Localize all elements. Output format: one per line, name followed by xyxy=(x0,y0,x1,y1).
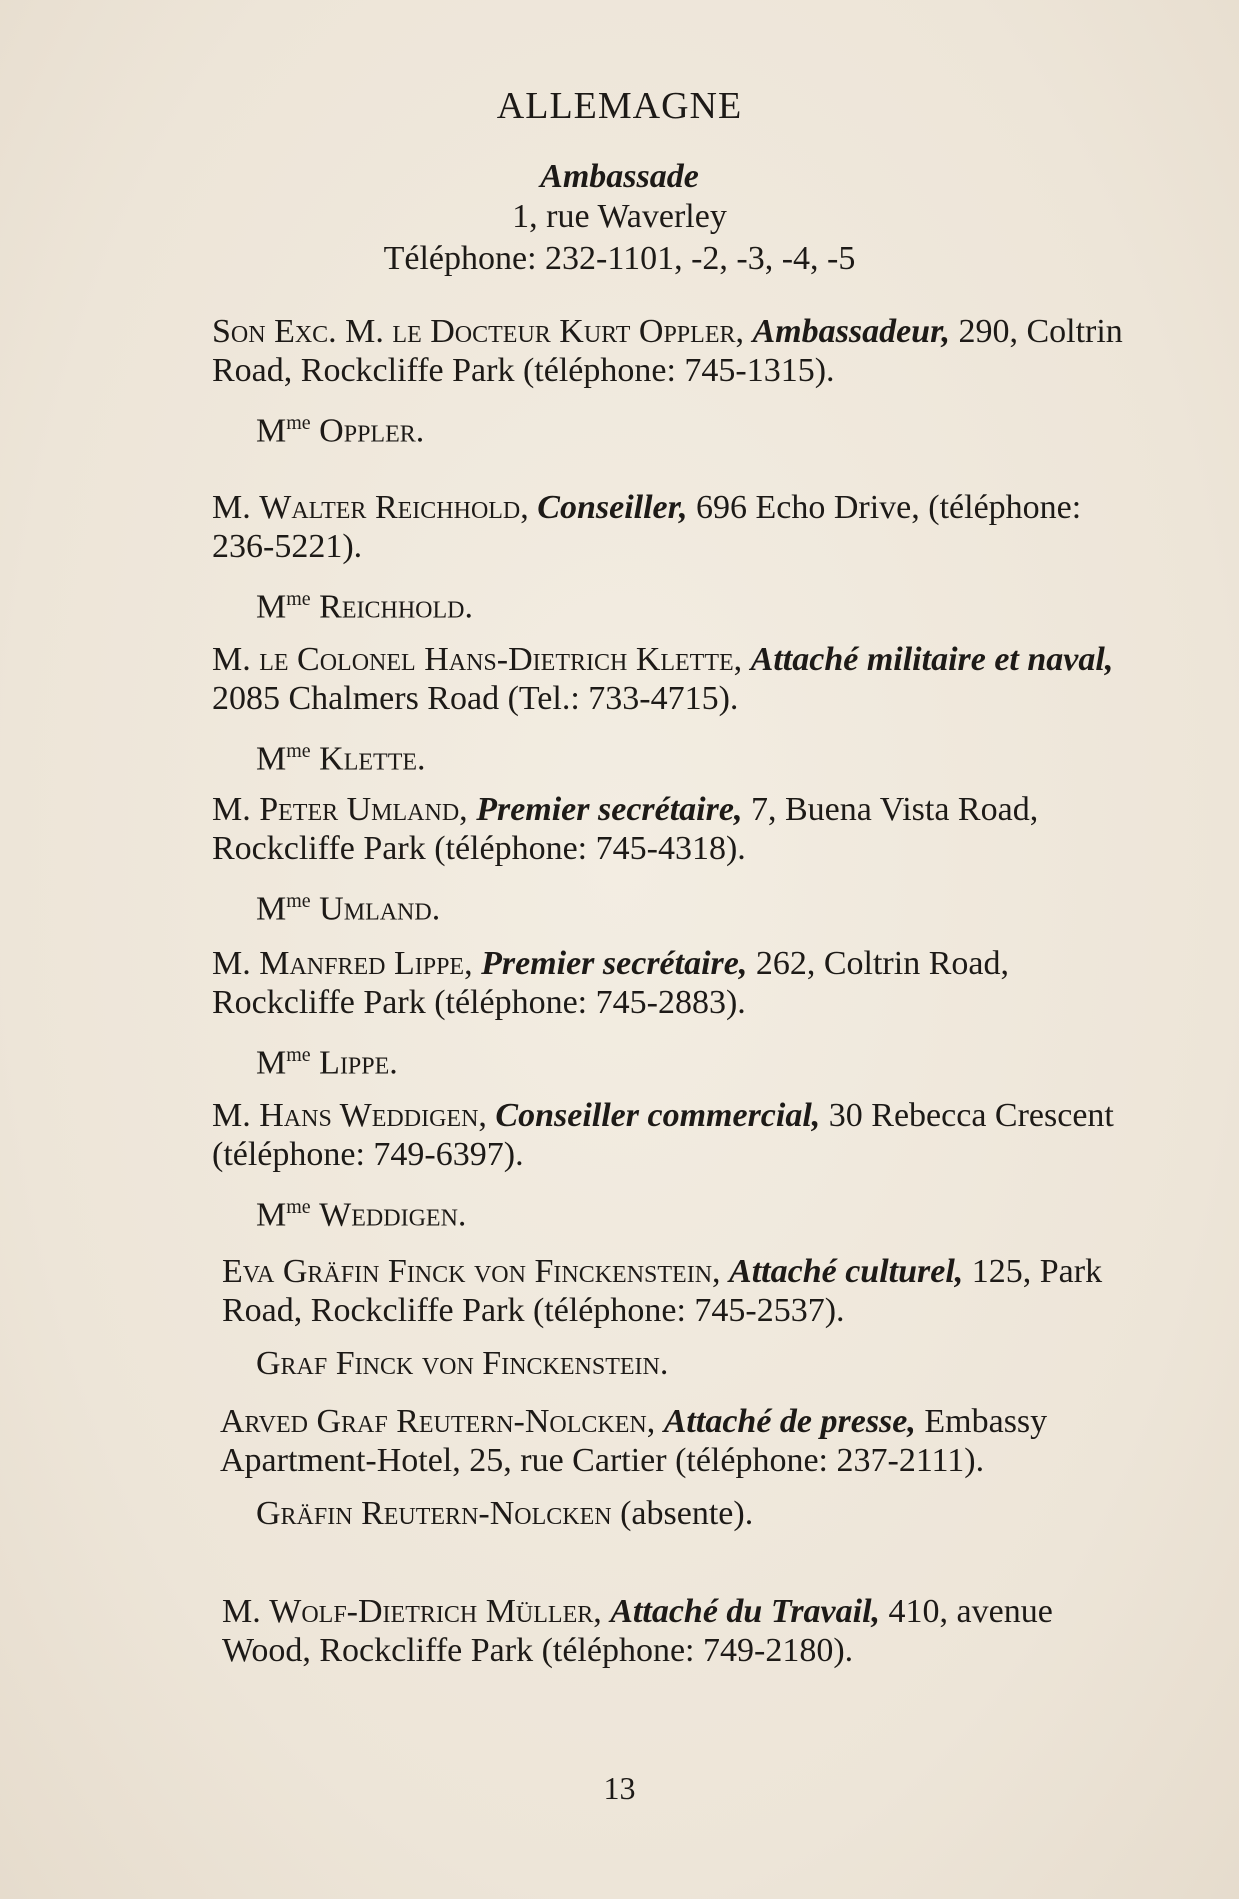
entry-details: 125, Park Road, Rockcliffe Park (téléphone: 745-2537). xyxy=(222,1253,1103,1329)
entry-name: Eva Gräfin Finck von Finckenstein, xyxy=(222,1253,721,1290)
entry-details: 2085 Chalmers Road (Tel.: 733-4715). xyxy=(212,680,739,717)
country-heading: ALLEMAGNE xyxy=(496,85,743,127)
entry-counsellor xyxy=(212,488,1132,626)
entry-spouse: $M^{me}$ Weddigen. xyxy=(256,1196,467,1234)
page-number: 13 xyxy=(603,1770,636,1806)
entry-name: Hans Weddigen, xyxy=(259,1097,487,1134)
entry-spouse: $M^{me}$ Umland. xyxy=(256,890,441,928)
entry-prefix: M. xyxy=(212,489,251,526)
entry-details: 410, avenue Wood, Rockcliffe Park (téléphone: 749-2180). xyxy=(222,1593,1053,1669)
entry-name: Wolf-Dietrich Müller, xyxy=(269,1593,602,1630)
entry-spouse: Gräfin Reutern-Nolcken (absente). xyxy=(256,1495,754,1532)
entry-press-attache xyxy=(220,1402,1140,1533)
entry-cultural-attache xyxy=(222,1252,1142,1383)
entry-title: Premier secrétaire, xyxy=(481,945,748,982)
entry-prefix: M. xyxy=(222,1593,261,1630)
mission-type: Ambassade xyxy=(540,158,699,195)
entry-prefix: M. xyxy=(212,791,251,828)
entry-details: 7, Buena Vista Road, Rockcliffe Park (téléphone: 745-4318). xyxy=(212,791,1039,867)
entry-name: Peter Umland, xyxy=(259,791,468,828)
entry-title: Attaché militaire et naval, xyxy=(750,641,1114,678)
entry-prefix: Son Exc. M. le Docteur xyxy=(212,313,551,350)
entry-name: Arved Graf Reutern-Nolcken, xyxy=(220,1403,656,1440)
entry-title: Conseiller, xyxy=(537,489,688,526)
entry-name: Walter Reichhold, xyxy=(259,489,529,526)
entry-name: Hans-Dietrich Klette, xyxy=(424,641,743,678)
mission-address: 1, rue Waverley xyxy=(512,198,727,235)
entry-first-secretary-lippe xyxy=(212,944,1132,1082)
entry-title: Conseiller commercial, xyxy=(495,1097,821,1134)
entry-title: Ambassadeur, xyxy=(752,313,950,350)
entry-details: Embassy Apartment-Hotel, 25, rue Cartier (téléphone: 237-2111). xyxy=(220,1403,1048,1479)
entry-details: 290, Coltrin Road, Rockcliffe Park (téléphone: 745-1315). xyxy=(212,313,1123,389)
entry-title: Attaché de presse, xyxy=(663,1403,916,1440)
entry-title: Premier secrétaire, xyxy=(476,791,743,828)
entry-details: 696 Echo Drive, (téléphone: 236-5221). xyxy=(212,489,1082,565)
entry-prefix: M. le Colonel xyxy=(212,641,416,678)
entry-spouse: Graf Finck von Finckenstein. xyxy=(256,1345,669,1382)
entry-first-secretary-umland xyxy=(212,790,1132,928)
mission-telephone: Téléphone: 232-1101, -2, -3, -4, -5 xyxy=(383,240,856,277)
entry-commercial-counsellor xyxy=(212,1096,1132,1234)
entry-labour-attache xyxy=(222,1592,1142,1670)
entry-title: Attaché du Travail, xyxy=(610,1593,881,1630)
entry-spouse: $M^{me}$ Klette. xyxy=(256,740,426,778)
entry-name: Manfred Lippe, xyxy=(259,945,473,982)
entry-details: 30 Rebecca Crescent (téléphone: 749-6397). xyxy=(212,1097,1114,1173)
entry-military-attache xyxy=(212,640,1132,778)
entry-title: Attaché culturel, xyxy=(729,1253,964,1290)
entry-spouse: $M^{me}$ Reichhold. xyxy=(256,588,473,626)
entry-spouse: $M^{me}$ Lippe. xyxy=(256,1044,398,1082)
entry-details: 262, Coltrin Road, Rockcliffe Park (téléphone: 745-2883). xyxy=(212,945,1009,1021)
entry-name: Kurt Oppler, xyxy=(559,313,744,350)
entry-prefix: M. xyxy=(212,1097,251,1134)
entry-spouse: $M^{me}$ Oppler. xyxy=(256,412,425,450)
entry-ambassador xyxy=(212,312,1132,450)
entry-prefix: M. xyxy=(212,945,251,982)
spouse-prefix-sup: me xyxy=(286,412,311,434)
